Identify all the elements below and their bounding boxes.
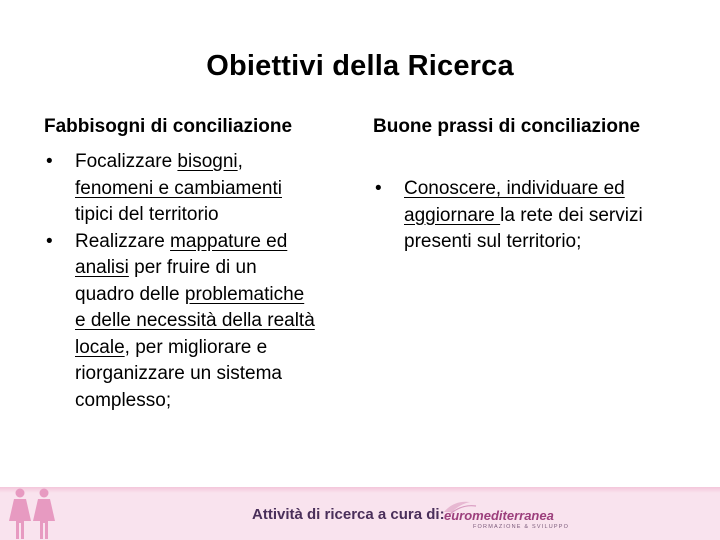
underlined-text: fenomeni e cambiamenti	[75, 177, 282, 199]
bullet-line	[75, 388, 366, 415]
bullet-line	[75, 176, 366, 203]
right-bullet-list	[375, 176, 695, 256]
bullet-dot: •	[375, 178, 382, 199]
underlined-text: problematiche	[184, 283, 305, 305]
bullet-line	[404, 203, 695, 230]
bullet-item	[46, 229, 366, 415]
bullet-text: presenti sul territorio;	[404, 231, 582, 252]
left-bullet-list	[46, 149, 366, 414]
underlined-text: aggiornare	[404, 204, 501, 226]
bullet-line	[75, 149, 366, 176]
logo-tagline: FORMAZIONE & SVILUPPO	[473, 524, 570, 530]
bullet-text: complesso;	[75, 389, 172, 411]
underlined-text: mappature ed	[170, 230, 288, 252]
bullet-text: Focalizzare	[75, 151, 178, 172]
bullet-line	[75, 282, 366, 309]
bullet-line	[75, 308, 366, 335]
underlined-text: Conoscere, individuare ed	[404, 178, 625, 199]
logo-wordmark: euromediterranea	[444, 508, 554, 523]
bullet-text: la rete dei servizi	[500, 204, 643, 226]
bullet-line	[75, 335, 366, 362]
underlined-text: analisi	[75, 257, 129, 278]
slide-title: Obiettivi della Ricerca	[206, 50, 514, 82]
bullet-text: , per migliorare e	[124, 336, 268, 358]
underlined-text: bisogni	[177, 151, 238, 172]
bullet-line	[75, 255, 366, 282]
footer-credit-text: Attività di ricerca a cura di:	[252, 506, 445, 523]
left-column-heading: Fabbisogni di conciliazione	[44, 116, 293, 137]
bullet-text: Realizzare	[75, 230, 171, 252]
bullet-line	[404, 229, 695, 256]
bullet-line	[404, 176, 695, 203]
bullet-text: per fruire di un	[128, 257, 257, 278]
bullet-text: tipici del territorio	[75, 204, 219, 225]
right-column-heading: Buone prassi di conciliazione	[373, 116, 641, 137]
bullet-item	[46, 149, 366, 229]
people-icon	[6, 487, 60, 540]
bullet-line	[75, 361, 366, 388]
bullet-line	[75, 202, 366, 229]
bullet-text: ,	[237, 151, 243, 172]
bullet-dot: •	[46, 230, 53, 252]
bullet-text: quadro delle	[75, 283, 185, 305]
underlined-text: e delle necessità della realtà	[75, 310, 315, 331]
bullet-dot: •	[46, 151, 53, 172]
bullet-item	[375, 176, 695, 256]
footer-divider	[0, 487, 720, 493]
bullet-line	[75, 229, 366, 256]
bullet-text: riorganizzare un sistema	[75, 363, 282, 384]
underlined-text: locale	[75, 336, 125, 358]
